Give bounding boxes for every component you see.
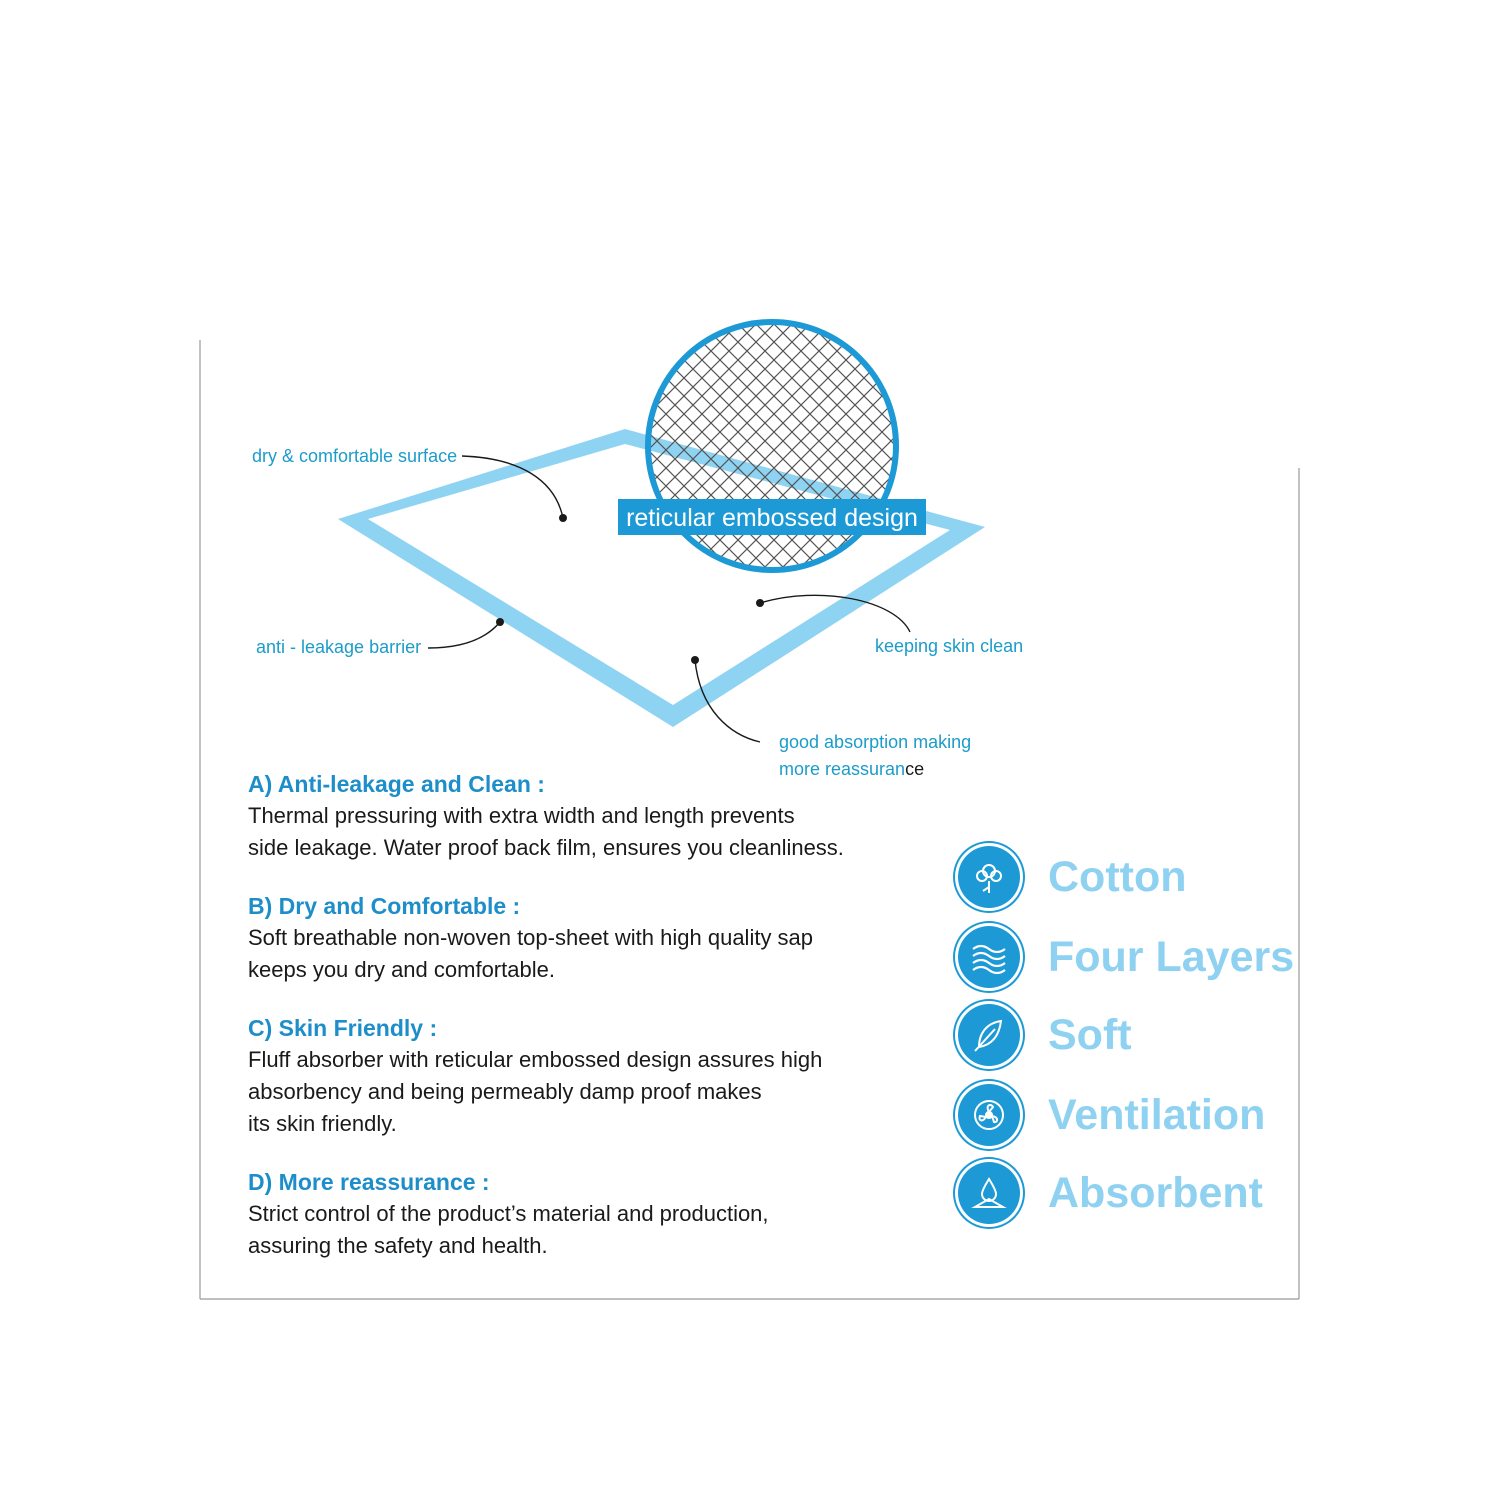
dot-absorption — [691, 656, 699, 664]
callout-dry-surface: dry & comfortable surface — [252, 446, 458, 466]
feature-title: B) Dry and Comfortable : — [248, 893, 521, 919]
feature-anti-leakage — [248, 768, 928, 864]
feature-description: Fluff absorber with reticular embossed design assures high absorbency and being permeably damp proof makes its skin friendly. — [248, 1047, 823, 1136]
feature-more-reassurance — [248, 1166, 928, 1262]
cotton-icon — [958, 846, 1020, 908]
feature-description: Soft breathable non-woven top-sheet with high quality sap keeps you dry and comfortable. — [248, 925, 814, 982]
feature-title: A) Anti-leakage and Clean : — [248, 771, 545, 797]
dot-dry-surface — [559, 514, 567, 522]
feature-description: Thermal pressuring with extra width and length prevents side leakage. Water proof back film, ensures you cleanliness. — [248, 803, 844, 860]
fan-icon — [958, 1084, 1020, 1146]
badge-label: Soft — [1048, 1010, 1132, 1059]
callout-absorption-line1: good absorption making — [779, 732, 972, 752]
dot-anti-leakage — [496, 618, 504, 626]
embossed-label: reticular embossed design — [626, 504, 918, 532]
feature-title: C) Skin Friendly : — [248, 1015, 438, 1041]
badge-label: Absorbent — [1048, 1168, 1263, 1217]
feature-dry-comfortable — [248, 890, 928, 986]
layers-icon — [958, 926, 1020, 988]
leader-anti-leakage — [428, 622, 500, 648]
badge-cotton — [958, 845, 1187, 909]
feature-list — [248, 768, 928, 1288]
callout-absorption-black: ce — [905, 759, 925, 779]
dot-keeping-clean — [756, 599, 764, 607]
badge-four-layers — [958, 925, 1294, 989]
badge-absorbent — [958, 1161, 1263, 1225]
droplet-icon — [958, 1162, 1020, 1224]
callout-anti-leakage: anti - leakage barrier — [256, 637, 422, 657]
badge-label: Ventilation — [1048, 1090, 1266, 1139]
embossed-mesh-circle — [640, 316, 904, 580]
badge-ventilation — [958, 1083, 1265, 1147]
feather-icon — [958, 1004, 1020, 1066]
feature-title: D) More reassurance : — [248, 1169, 490, 1195]
badge-label: Cotton — [1048, 852, 1187, 901]
badge-soft — [958, 1003, 1132, 1067]
feature-description: Strict control of the product’s material and production, assuring the safety and health. — [248, 1201, 769, 1258]
badge-label: Four Layers — [1048, 932, 1295, 981]
feature-skin-friendly — [248, 1012, 928, 1140]
callout-keeping-clean: keeping skin clean — [875, 636, 1024, 656]
callout-absorption-blue: more reassuran — [779, 759, 906, 779]
